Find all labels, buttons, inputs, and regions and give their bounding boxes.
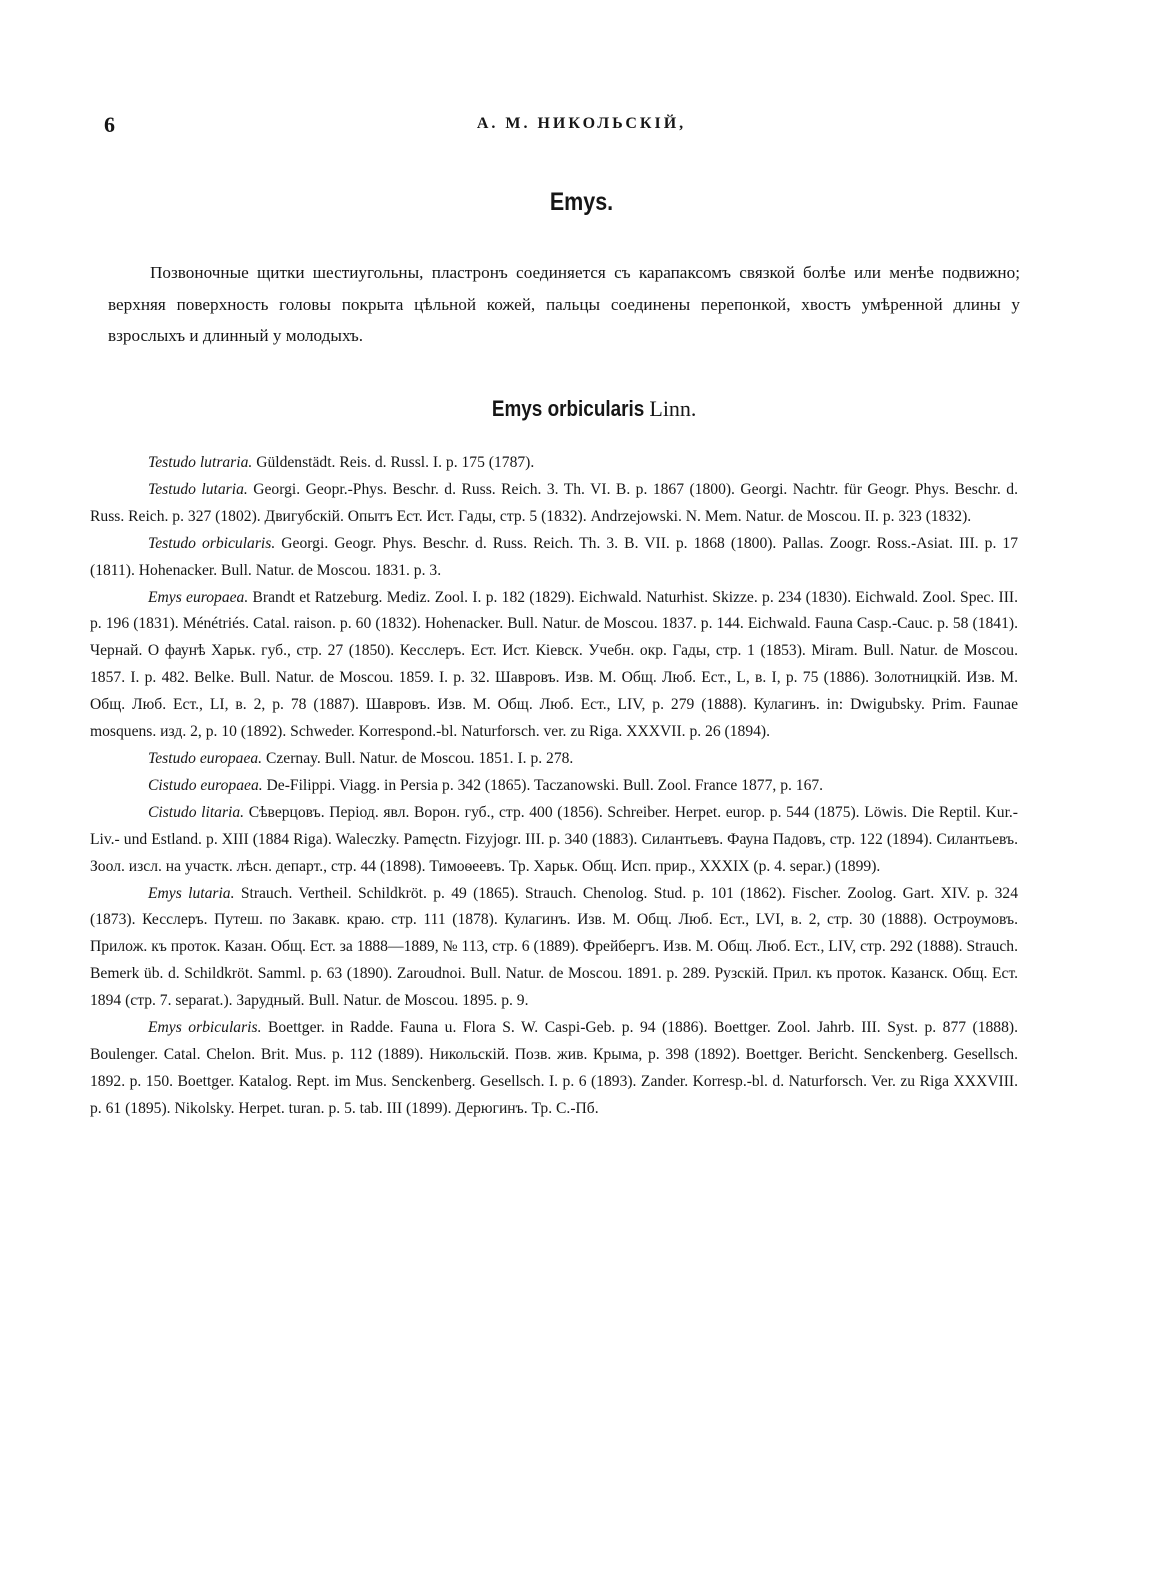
page-number: 6 (104, 112, 115, 137)
synonym-references: Сѣверцовъ. Період. явл. Ворон. губ., стр. 400 (1856). Schreiber. Herpet. europ. p. 544 (1875). Löwis. Die Reptil. Kur.- Liv.- und Estland. p. XIII (1884 Riga). Waleczky. Pamęctn. Fizyjogr. III. p. 340 (1883). Силантьевъ. Фауна Падовъ, стр. 122 (1894). Силантьевъ. Зоол. изсл. на участк. лѣсн. департ., стр. 44 (1898). Тимоѳеевъ. Тр. Харьк. Общ. Исп. прир., XXXIX (p. 4. separ.) (1899). (90, 803, 1018, 875)
synonym-entry (90, 881, 1018, 1016)
synonym-references: Güldenstädt. Reis. d. Russl. I. p. 175 (1787). (256, 454, 535, 471)
synonym-name: Testudo orbicularis. (148, 534, 276, 552)
synonym-references: Georgi. Geogr. Phys. Beschr. d. Russ. Reich. Th. 3. B. VII. p. 1868 (1800). Pallas. Zoogr. Ross.-Asiat. III. p. 17 (1811). Hohenacker. Bull. Natur. de Moscou. 1831. p. 3. (90, 534, 1018, 579)
synonym-entry (90, 773, 1018, 800)
synonym-name: Emys orbicularis. (148, 1019, 262, 1037)
synonymy-list (90, 450, 1018, 1123)
synonym-name: Testudo lutaria. (148, 480, 248, 498)
synonym-name: Testudo lutraria. (148, 454, 253, 471)
synonym-name: Emys lutaria. (148, 884, 235, 902)
synonym-name: Emys europaea. (148, 588, 249, 606)
synonym-entry (90, 450, 1018, 477)
genus-title: Emys. (549, 188, 614, 216)
running-head: А. М. НИКОЛЬСКІЙ, (476, 115, 687, 132)
genus-description: Позвоночные щитки шестиугольны, пластронъ соединяется съ карапаксомъ связкой болѣе или менѣе подвижно; верхняя поверхность головы покрыта цѣльной кожей, пальцы соединены перепонкой, хвостъ умѣренной длины у взрослыхъ и длинный у молодыхъ. (108, 263, 1020, 346)
species-author: Linn. (649, 396, 697, 421)
synonym-entry (90, 1015, 1018, 1123)
synonym-name: Testudo europaea. (148, 749, 263, 767)
synonym-entry (90, 800, 1018, 881)
synonym-references: Boettger. in Radde. Fauna u. Flora S. W. Caspi-Geb. p. 94 (1886). Boettger. Zool. Jahrb. III. Syst. p. 877 (1888). Boulenger. Catal. Chelon. Brit. Mus. p. 112 (1889). Никольскій. Позв. жив. Крыма, p. 398 (1892). Boettger. Bericht. Senckenberg. Gesellsch. 1892. p. 150. Boettger. Katalog. Rept. im Mus. Senckenberg. Gesellsch. I. p. 6 (1893). Zander. Korresp.-bl. d. Naturforsch. Ver. zu Riga XXXVIII. p. 61 (1895). Nikolsky. Herpet. turan. p. 5. tab. III (1899). Дерюгинъ. Тр. С.-Пб. (90, 1019, 1018, 1117)
synonym-name: Cistudo litaria. (148, 803, 245, 821)
synonym-references: De-Filippi. Viagg. in Persia p. 342 (1865). Taczanowski. Bull. Zool. France 1877, p. 167. (266, 776, 824, 794)
species-name: Emys orbicularis (491, 396, 644, 421)
synonym-entry (90, 585, 1018, 746)
species-title (0, 396, 1163, 422)
synonym-entry (90, 477, 1018, 531)
synonym-name: Cistudo europaea. (148, 776, 263, 794)
synonym-entry (90, 746, 1018, 773)
synonym-references: Strauch. Vertheil. Schildkröt. p. 49 (1865). Strauch. Chenolog. Stud. p. 101 (1862). Fischer. Zoolog. Gart. XIV. p. 324 (1873). Кесслеръ. Путеш. по Закавк. краю. стр. 111 (1878). Кулагинъ. Изв. М. Общ. Люб. Ест., LVI, в. 2, стр. 30 (1888). Остроумовъ. Прилож. къ проток. Казан. Общ. Ест. за 1888—1889, № 113, стр. 6 (1889). Фрейбергъ. Изв. М. Общ. Люб. Ест., LIV, стр. 292 (1888). Strauch. Bemerk üb. d. Schildkröt. Samml. p. 63 (1890). Zaroudnoi. Bull. Natur. de Moscou. 1891. p. 289. Рузскій. Прил. къ проток. Казанск. Общ. Ест. 1894 (стр. 7. separat.). Зарудный. Bull. Natur. de Moscou. 1895. p. 9. (90, 884, 1018, 1010)
synonym-entry (90, 531, 1018, 585)
synonym-references: Brandt et Ratzeburg. Mediz. Zool. I. p. 182 (1829). Eichwald. Naturhist. Skizze. p. 234 (1830). Eichwald. Zool. Spec. III. p. 196 (1831). Ménétriés. Catal. raison. p. 60 (1832). Hohenacker. Bull. Natur. de Moscou. 1837. p. 144. Eichwald. Fauna Casp.-Cauc. p. 58 (1841). Чернай. О фаунѣ Харьк. губ., стр. 27 (1850). Кесслеръ. Ест. Ист. Кіевск. Учебн. окр. Гады, стр. 1 (1853). Miram. Bull. Natur. de Moscou. 1857. I. p. 482. Belke. Bull. Natur. de Moscou. 1859. I. p. 32. Шавровъ. Изв. М. Общ. Люб. Ест., L, в. I, p. 75 (1886). Золотницкій. Изв. М. Общ. Люб. Ест., LI, в. 2, p. 78 (1887). Шавровъ. Изв. М. Общ. Люб. Ест., LIV, p. 279 (1888). Кулагинъ. in: Dwigubsky. Prim. Faunae mosquens. изд. 2, p. 10 (1892). Schweder. Korrespond.-bl. Naturforsch. ver. zu Riga. XXXVII. p. 26 (1894). (90, 588, 1018, 741)
synonym-references: Czernay. Bull. Natur. de Moscou. 1851. I. p. 278. (265, 749, 574, 767)
synonym-references: Georgi. Geopr.-Phys. Beschr. d. Russ. Reich. 3. Th. VI. B. p. 1867 (1800). Georgi. Nachtr. für Geogr. Phys. Beschr. d. Russ. Reich. p. 327 (1802). Двигубскій. Опытъ Ест. Ист. Гады, стр. 5 (1832). Andrzejowski. N. Mem. Natur. de Moscou. II. p. 323 (1832). (90, 480, 1018, 525)
